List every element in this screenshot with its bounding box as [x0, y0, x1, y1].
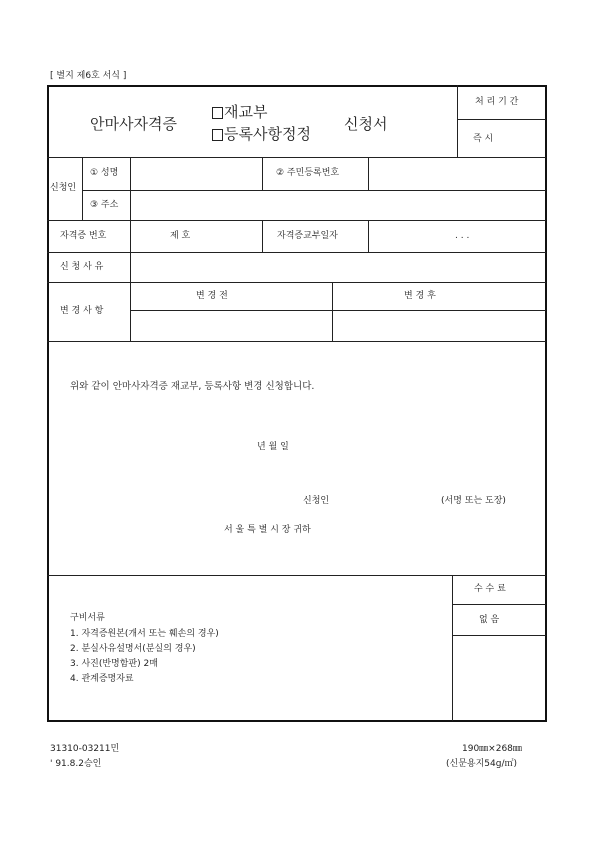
date-line[interactable]: 년 월 일: [257, 442, 289, 452]
address-label: ③ 주소: [90, 200, 119, 210]
reason-field[interactable]: [132, 254, 544, 281]
issue-date-label: 자격증교부일자: [277, 231, 338, 241]
id-number-field[interactable]: [370, 159, 544, 189]
col-line: [368, 220, 369, 252]
address-field[interactable]: [132, 192, 544, 219]
row-line: [47, 220, 546, 221]
applicant-sign-label: 신청인: [303, 496, 330, 506]
row-line: [47, 252, 546, 253]
footer-approval: ' 91.8.2승인: [50, 759, 102, 769]
row-line: [47, 157, 546, 158]
footer-code: 31310-03211민: [50, 744, 120, 754]
title-prefix: 안마사자격증: [90, 115, 177, 133]
documents-title: 구비서류: [70, 613, 105, 623]
frame-top: [47, 85, 547, 87]
frame-right: [545, 85, 547, 721]
option-reissue-label: 재교부: [224, 103, 268, 121]
addressee: 서 울 특 별 시 장 귀하: [224, 525, 311, 535]
col-line: [332, 282, 333, 341]
title-option-reissue[interactable]: [212, 101, 267, 122]
fee-divider: [452, 575, 453, 721]
changes-after-header: 변 경 후: [404, 291, 436, 301]
processing-mid-line: [457, 119, 546, 120]
title-option-correction[interactable]: [212, 123, 311, 144]
form-label: [ 별지 제6호 서식 ]: [50, 71, 127, 81]
col-line: [262, 157, 263, 190]
col-line: [82, 157, 83, 220]
changes-before-field[interactable]: [132, 312, 330, 340]
changes-after-field[interactable]: [334, 312, 544, 340]
applicant-group-label: 신청인: [50, 183, 77, 193]
id-label: ② 주민등록번호: [276, 168, 340, 178]
checkbox-icon[interactable]: [212, 129, 223, 141]
processing-period-value: 즉 시: [473, 134, 494, 144]
fee-label: 수 수 료: [474, 584, 506, 594]
footer-paper: (신문용지54g/㎡): [446, 759, 517, 769]
option-correction-label: 등록사항정정: [224, 125, 311, 143]
reason-label: 신 청 사 유: [60, 262, 104, 272]
statement-text: 위와 같이 안마사자격증 재교부, 등록사항 변경 신청합니다.: [70, 381, 315, 392]
issue-date-value[interactable]: . . .: [455, 231, 470, 241]
documents-item: 2. 분실사유설명서(분실의 경우): [70, 644, 196, 654]
fee-bottom-line: [452, 635, 546, 636]
row-line: [47, 282, 546, 283]
license-number-value[interactable]: 제 호: [170, 231, 191, 241]
col-line: [262, 220, 263, 252]
row-line: [47, 341, 546, 342]
fee-value: 없 음: [479, 615, 500, 625]
changes-label: 변 경 사 항: [60, 306, 104, 316]
fee-mid-line: [452, 604, 546, 605]
title-suffix: 신청서: [344, 115, 388, 133]
license-number-label: 자격증 번호: [60, 231, 107, 241]
documents-item: 4. 관계증명자료: [70, 674, 134, 684]
documents-item: 1. 자격증원본(개서 또는 훼손의 경우): [70, 629, 219, 639]
name-field[interactable]: [132, 159, 260, 189]
col-line: [368, 157, 369, 190]
row-line: [130, 310, 546, 311]
changes-before-header: 변 경 전: [196, 291, 228, 301]
frame-bottom: [47, 720, 547, 722]
processing-divider: [457, 85, 458, 157]
checkbox-icon[interactable]: [212, 107, 223, 119]
documents-item: 3. 사진(반명함판) 2매: [70, 659, 158, 669]
row-line: [47, 575, 546, 576]
processing-period-label: 처 리 기 간: [475, 97, 519, 107]
sign-note[interactable]: (서명 또는 도장): [441, 496, 506, 506]
footer-size: 190㎜×268㎜: [462, 744, 522, 754]
frame-left: [47, 85, 49, 721]
row-line: [82, 190, 546, 191]
name-label: ① 성명: [90, 168, 119, 178]
col-line: [130, 157, 131, 342]
